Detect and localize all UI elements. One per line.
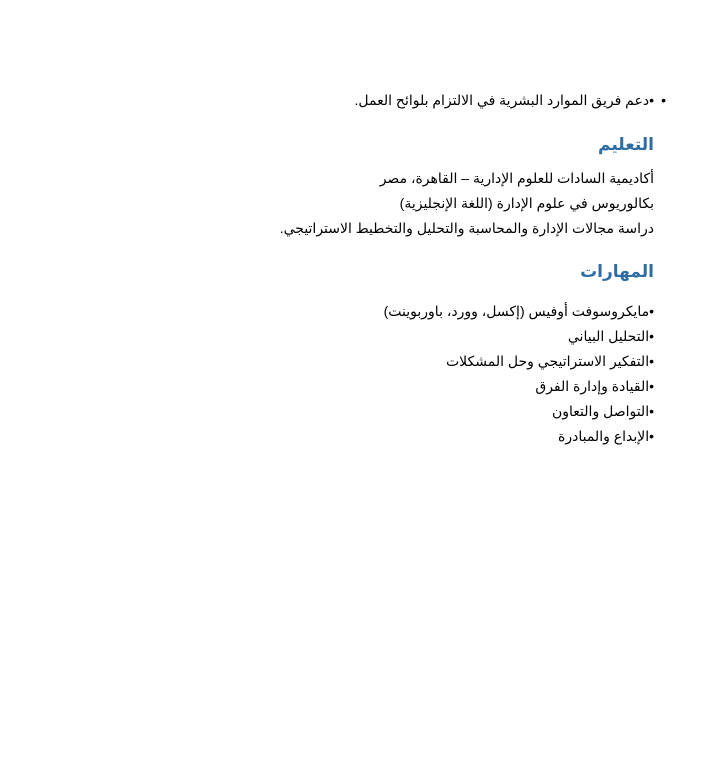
education-heading: التعليم [598,135,654,154]
skill-item: •التواصل والتعاون [552,403,654,419]
skill-item: •الإبداع والمبادرة [558,428,654,444]
skills-list [214,299,654,449]
bullet-marker: • [661,92,666,108]
skill-item: •القيادة وإدارة الفرق [535,378,654,394]
intro-bullet-item [214,86,666,114]
education-section [214,166,654,241]
education-line-degree: بكالوريوس في علوم الإدارة (اللغة الإنجليزية) [399,195,654,211]
skills-heading: المهارات [580,262,654,281]
education-line-institution: أكاديمية السادات للعلوم الإدارية – القاهرة، مصر [379,170,654,186]
intro-bullet-text: •دعم فريق الموارد البشرية في الالتزام بلوائح العمل. [354,92,654,108]
document-content [214,86,666,449]
skill-item: •التفكير الاستراتيجي وحل المشكلات [445,353,654,369]
education-line-study: دراسة مجالات الإدارة والمحاسبة والتحليل والتخطيط الاستراتيجي. [279,220,654,236]
skill-item: •التحليل البياني [567,328,654,344]
skill-item: •مايكروسوفت أوفيس (إكسل، وورد، باوربوينت) [383,303,654,319]
